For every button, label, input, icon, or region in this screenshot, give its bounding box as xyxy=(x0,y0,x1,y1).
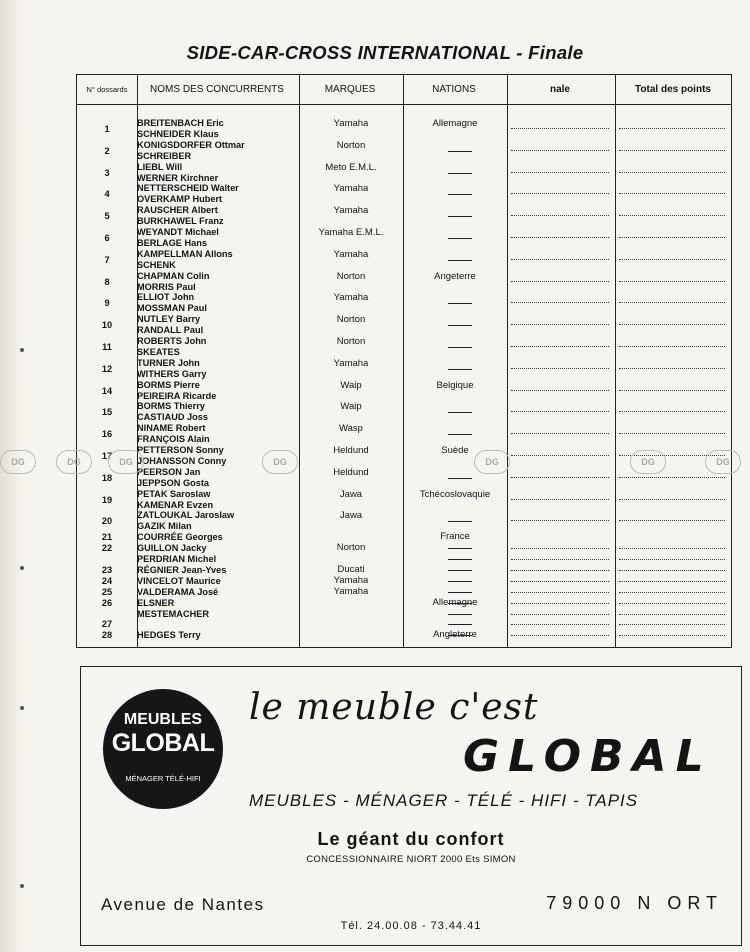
ad-city: 79000 N ORT xyxy=(546,893,723,913)
dossard-number: 22 xyxy=(101,543,113,554)
finale-dotted-line xyxy=(511,603,609,604)
marque-value: Ducati xyxy=(337,563,365,575)
dossard-number: 7 xyxy=(104,254,110,265)
passenger-name: MOSSMAN Paul xyxy=(137,303,207,314)
competitor-name: GUILLON Jacky xyxy=(137,543,207,554)
total-dotted-line xyxy=(619,150,725,151)
watermark-logo: DG xyxy=(0,450,36,474)
passenger-name: JEPPSON Gosta xyxy=(137,477,209,488)
driver-name: CHAPMAN Colin xyxy=(137,270,210,281)
driver-name: BORMS Pierre xyxy=(137,379,200,390)
nation-ditto-dash xyxy=(448,548,472,549)
global-advertisement xyxy=(80,666,742,946)
passenger-name: SCHENK xyxy=(137,259,176,270)
marque-value: Yamaha xyxy=(333,357,369,369)
marque-value: Yamaha xyxy=(333,574,369,586)
total-dotted-line xyxy=(619,281,725,282)
total-dotted-line xyxy=(619,433,725,434)
marque-value: Jawa xyxy=(339,510,363,522)
dossard-number: 12 xyxy=(101,363,113,374)
total-dotted-line xyxy=(619,346,725,347)
watermark-logo: DG xyxy=(705,450,741,474)
nation-value: Allemagne xyxy=(432,596,478,608)
ad-address: Avenue de Nantes xyxy=(101,895,265,914)
logo-sub-text: MÉNAGER TÉLÉ-HIFI xyxy=(125,774,201,783)
ad-tagline: Le géant du confort xyxy=(317,829,505,849)
finale-dotted-line xyxy=(511,433,609,434)
driver-name: BREITENBACH Eric xyxy=(137,118,224,128)
dossard-number: 15 xyxy=(101,407,113,418)
nation-ditto-dash xyxy=(448,570,472,571)
dossard-number: 6 xyxy=(104,233,110,243)
dossard-number: 24 xyxy=(101,575,113,586)
total-dotted-line xyxy=(619,614,725,615)
marque-value: Yamaha xyxy=(333,205,369,217)
marque-value: Meto E.M.L. xyxy=(325,161,377,173)
dossard-number: 25 xyxy=(101,586,113,597)
nation-ditto-dash xyxy=(448,325,472,326)
page-fold-shadow xyxy=(0,0,24,952)
nation-value: Angeterre xyxy=(434,270,476,282)
results-table xyxy=(76,74,732,648)
finale-dotted-line xyxy=(511,302,609,303)
competitor-names xyxy=(137,336,297,358)
column-divider xyxy=(507,75,508,647)
passenger-name: RANDALL Paul xyxy=(137,325,204,336)
dossard-number: 16 xyxy=(101,429,113,440)
nation-ditto-dash xyxy=(448,412,472,413)
total-dotted-line xyxy=(619,215,725,216)
passenger-name: GAZIK Milan xyxy=(137,521,192,532)
finale-dotted-line xyxy=(511,259,609,260)
column-divider xyxy=(403,75,404,647)
competitor-names xyxy=(137,292,297,314)
binding-dot xyxy=(20,706,24,710)
total-dotted-line xyxy=(619,324,725,325)
finale-dotted-line xyxy=(511,614,609,615)
nation-ditto-dash xyxy=(448,173,472,174)
header-names: NOMS DES CONCURRENTS xyxy=(150,83,284,95)
nation-value: France xyxy=(440,531,470,543)
total-dotted-line xyxy=(619,477,725,478)
total-dotted-line xyxy=(619,548,725,549)
driver-name: LIEBL Will xyxy=(137,161,183,172)
driver-name: BORMS Thierry xyxy=(137,401,205,412)
competitor-name: RÉGNIER Jean-Yves xyxy=(137,564,227,575)
ad-slogan: le meuble c'est xyxy=(249,687,539,728)
competitor-names xyxy=(137,118,297,140)
driver-name: KONIGSDORFER Ottmar xyxy=(137,139,245,150)
logo-top-text: MEUBLES xyxy=(123,711,203,728)
competitor-names xyxy=(137,314,297,336)
watermark-logo: DG xyxy=(474,450,510,474)
ad-telephone: Tél. 24.00.08 - 73.44.41 xyxy=(340,920,482,932)
nation-ditto-dash xyxy=(448,478,472,479)
dossard-number: 17 xyxy=(101,451,113,461)
marque-value: Yamaha xyxy=(333,292,369,304)
passenger-name: BERLAGE Hans xyxy=(137,237,207,248)
finale-dotted-line xyxy=(511,635,609,636)
passenger-name: MORRIS Paul xyxy=(137,281,196,292)
total-dotted-line xyxy=(619,520,725,521)
passenger-name: SKEATES xyxy=(137,346,180,357)
driver-name: ELLIOT John xyxy=(137,292,195,303)
nation-ditto-dash xyxy=(448,303,472,304)
marque-value: Norton xyxy=(336,542,366,554)
marque-value: Heldund xyxy=(333,445,369,456)
dossard-number: 21 xyxy=(101,532,113,543)
finale-dotted-line xyxy=(511,548,609,549)
passenger-name: FRANÇOIS Alain xyxy=(137,434,210,445)
header-marques: MARQUES xyxy=(324,83,376,95)
finale-dotted-line xyxy=(511,592,609,593)
passenger-name: CASTIAUD Joss xyxy=(137,412,208,423)
total-dotted-line xyxy=(619,302,725,303)
marque-value: Wasp xyxy=(339,423,363,435)
competitor-names xyxy=(137,401,297,423)
marque-value: Yamaha xyxy=(333,183,369,195)
driver-name: NUTLEY Barry xyxy=(137,314,201,325)
nation-value: Tchécoslovaquie xyxy=(419,488,491,500)
binding-dot xyxy=(20,884,24,888)
competitor-name: ELSNER xyxy=(137,597,175,608)
competitor-name: COURRÉE Georges xyxy=(137,532,223,543)
competitor-names xyxy=(137,227,297,249)
driver-name: NETTERSCHEID Walter xyxy=(137,183,239,194)
nation-ditto-dash xyxy=(448,151,472,152)
binding-dot xyxy=(20,348,24,352)
dossard-number: 23 xyxy=(101,564,113,575)
driver-name: PETTERSON Sonny xyxy=(137,445,224,455)
finale-dotted-line xyxy=(511,324,609,325)
finale-dotted-line xyxy=(511,499,609,500)
marque-value: Norton xyxy=(336,314,366,326)
finale-dotted-line xyxy=(511,570,609,571)
competitor-names xyxy=(137,249,297,271)
competitor-names xyxy=(137,162,297,184)
finale-dotted-line xyxy=(511,368,609,369)
total-dotted-line xyxy=(619,128,725,129)
marque-value: Waip xyxy=(340,401,362,413)
meubles-global-logo xyxy=(103,689,223,809)
passenger-name: SCHREIBER xyxy=(137,150,192,161)
header-total: Total des points xyxy=(635,83,711,95)
finale-dotted-line xyxy=(511,150,609,151)
marque-value: Norton xyxy=(336,270,366,282)
passenger-name: WERNER Kirchner xyxy=(137,172,219,183)
nation-ditto-dash xyxy=(448,592,472,593)
total-dotted-line xyxy=(619,411,725,412)
finale-dotted-line xyxy=(511,237,609,238)
dossard-number: 4 xyxy=(104,189,110,200)
finale-dotted-line xyxy=(511,581,609,582)
finale-dotted-line xyxy=(511,624,609,625)
watermark-logo: DG xyxy=(262,450,298,474)
competitor-name: MESTEMACHER xyxy=(137,608,209,619)
driver-name: NINAME Robert xyxy=(137,423,206,434)
competitor-names xyxy=(137,358,297,380)
passenger-name: WITHERS Garry xyxy=(137,368,207,379)
passenger-name: JOHANSSON Conny xyxy=(137,455,227,466)
finale-dotted-line xyxy=(511,477,609,478)
marque-value: Norton xyxy=(336,139,366,151)
finale-dotted-line xyxy=(511,172,609,173)
finale-dotted-line xyxy=(511,455,609,456)
page-title: SIDE-CAR-CROSS INTERNATIONAL - Finale xyxy=(186,42,584,63)
finale-dotted-line xyxy=(511,281,609,282)
dossard-number: 5 xyxy=(104,211,110,222)
nation-ditto-dash xyxy=(448,238,472,239)
marque-value: Yamaha xyxy=(333,248,369,260)
header-finale: nale xyxy=(549,83,570,95)
passenger-name: BURKHAWEL Franz xyxy=(137,216,224,227)
finale-dotted-line xyxy=(511,411,609,412)
marque-value: Jawa xyxy=(339,488,363,500)
ad-product-list: MEUBLES - MÉNAGER - TÉLÉ - HIFI - TAPIS xyxy=(249,791,639,810)
finale-dotted-line xyxy=(511,128,609,129)
total-dotted-line xyxy=(619,603,725,604)
dossard-number: 26 xyxy=(101,597,113,608)
total-dotted-line xyxy=(619,390,725,391)
finale-dotted-line xyxy=(511,559,609,560)
nation-ditto-dash xyxy=(448,347,472,348)
nation-ditto-dash xyxy=(448,559,472,560)
dossard-number: 10 xyxy=(101,320,113,331)
competitor-names xyxy=(137,423,297,445)
finale-dotted-line xyxy=(511,520,609,521)
marque-value: Waip xyxy=(340,379,362,391)
dossard-number: 9 xyxy=(104,298,110,309)
competitor-names xyxy=(137,489,297,511)
ad-brand: GLOBAL xyxy=(463,731,713,782)
nation-value: Angleterre xyxy=(433,629,477,641)
marque-value: Yamaha xyxy=(333,585,369,597)
dossard-number: 11 xyxy=(102,342,112,352)
driver-name: PEERSON Jan xyxy=(137,466,201,477)
passenger-name: SCHNEIDER Klaus xyxy=(137,128,219,139)
driver-name: WEYANDT Michael xyxy=(137,227,219,237)
watermark-logo: DG xyxy=(56,450,92,474)
dossard-number: 18 xyxy=(101,472,113,483)
total-dotted-line xyxy=(619,193,725,194)
nation-ditto-dash xyxy=(448,581,472,582)
finale-dotted-line xyxy=(511,346,609,347)
nation-ditto-dash xyxy=(448,194,472,195)
column-divider xyxy=(615,75,616,647)
dossard-number: 20 xyxy=(101,516,113,527)
driver-name: KAMPELLMAN Allons xyxy=(137,248,233,259)
nation-ditto-dash xyxy=(448,614,472,615)
competitor-name: VALDERAMA José xyxy=(137,586,219,597)
total-dotted-line xyxy=(619,581,725,582)
driver-name: PETAK Saroslaw xyxy=(137,488,211,499)
nation-value: Allemagne xyxy=(432,118,478,129)
total-dotted-line xyxy=(619,559,725,560)
binding-dot xyxy=(20,566,24,570)
driver-name: ROBERTS John xyxy=(137,336,207,346)
dossard-number: 1 xyxy=(104,124,110,134)
passenger-name: OVERKAMP Hubert xyxy=(137,194,223,205)
nation-value: Suède xyxy=(441,445,469,456)
nation-ditto-dash xyxy=(448,260,472,261)
dossard-number: 27 xyxy=(101,619,113,630)
competitor-names xyxy=(137,140,297,162)
dossard-number: 14 xyxy=(101,385,113,396)
finale-dotted-line xyxy=(511,193,609,194)
dossard-number: 8 xyxy=(104,276,110,287)
total-dotted-line xyxy=(619,624,725,625)
marque-value: Norton xyxy=(336,336,366,347)
competitor-name: VINCELOT Maurice xyxy=(137,575,221,586)
dossard-number: 28 xyxy=(101,630,113,641)
nation-ditto-dash xyxy=(448,603,472,604)
competitor-names xyxy=(137,380,297,402)
dossard-number: 2 xyxy=(104,145,110,156)
watermark-logo: DG xyxy=(108,450,144,474)
logo-main-text: GLOBAL xyxy=(111,729,215,757)
competitor-names xyxy=(137,271,297,293)
finale-dotted-line xyxy=(511,215,609,216)
marque-value: Yamaha xyxy=(333,118,369,129)
table-header xyxy=(77,75,731,105)
competitor-names xyxy=(137,510,297,532)
nation-ditto-dash xyxy=(448,624,472,625)
total-dotted-line xyxy=(619,635,725,636)
dossard-number: 3 xyxy=(104,167,110,178)
competitor-name: HEDGES Terry xyxy=(137,630,201,641)
competitor-name: PERDRIAN Michel xyxy=(137,554,217,564)
total-dotted-line xyxy=(619,172,725,173)
marque-value: Yamaha E.M.L. xyxy=(318,227,384,238)
passenger-name: KAMENAR Evzen xyxy=(137,499,214,510)
nation-ditto-dash xyxy=(448,369,472,370)
passenger-name: PEIREIRA Ricarde xyxy=(137,390,217,401)
total-dotted-line xyxy=(619,570,725,571)
driver-name: ZATLOUKAL Jaroslaw xyxy=(137,510,235,521)
total-dotted-line xyxy=(619,237,725,238)
total-dotted-line xyxy=(619,368,725,369)
ad-concessionaire: CONCESSIONNAIRE NIORT 2000 Ets SIMON xyxy=(306,854,516,865)
total-dotted-line xyxy=(619,499,725,500)
header-dossard: N° dossards xyxy=(86,84,128,94)
dossard-number: 19 xyxy=(101,494,113,505)
marque-value: Heldund xyxy=(333,466,369,478)
driver-name: RAUSCHER Albert xyxy=(137,205,218,216)
nation-value: Belgique xyxy=(436,379,474,391)
total-dotted-line xyxy=(619,259,725,260)
nation-ditto-dash xyxy=(448,434,472,435)
finale-dotted-line xyxy=(511,390,609,391)
header-nations: NATIONS xyxy=(432,83,476,95)
nation-ditto-dash xyxy=(448,635,472,636)
driver-name: TURNER John xyxy=(137,357,200,368)
competitor-names xyxy=(137,205,297,227)
competitor-names xyxy=(137,183,297,205)
total-dotted-line xyxy=(619,592,725,593)
nation-ditto-dash xyxy=(448,521,472,522)
watermark-logo: DG xyxy=(630,450,666,474)
nation-ditto-dash xyxy=(448,216,472,217)
